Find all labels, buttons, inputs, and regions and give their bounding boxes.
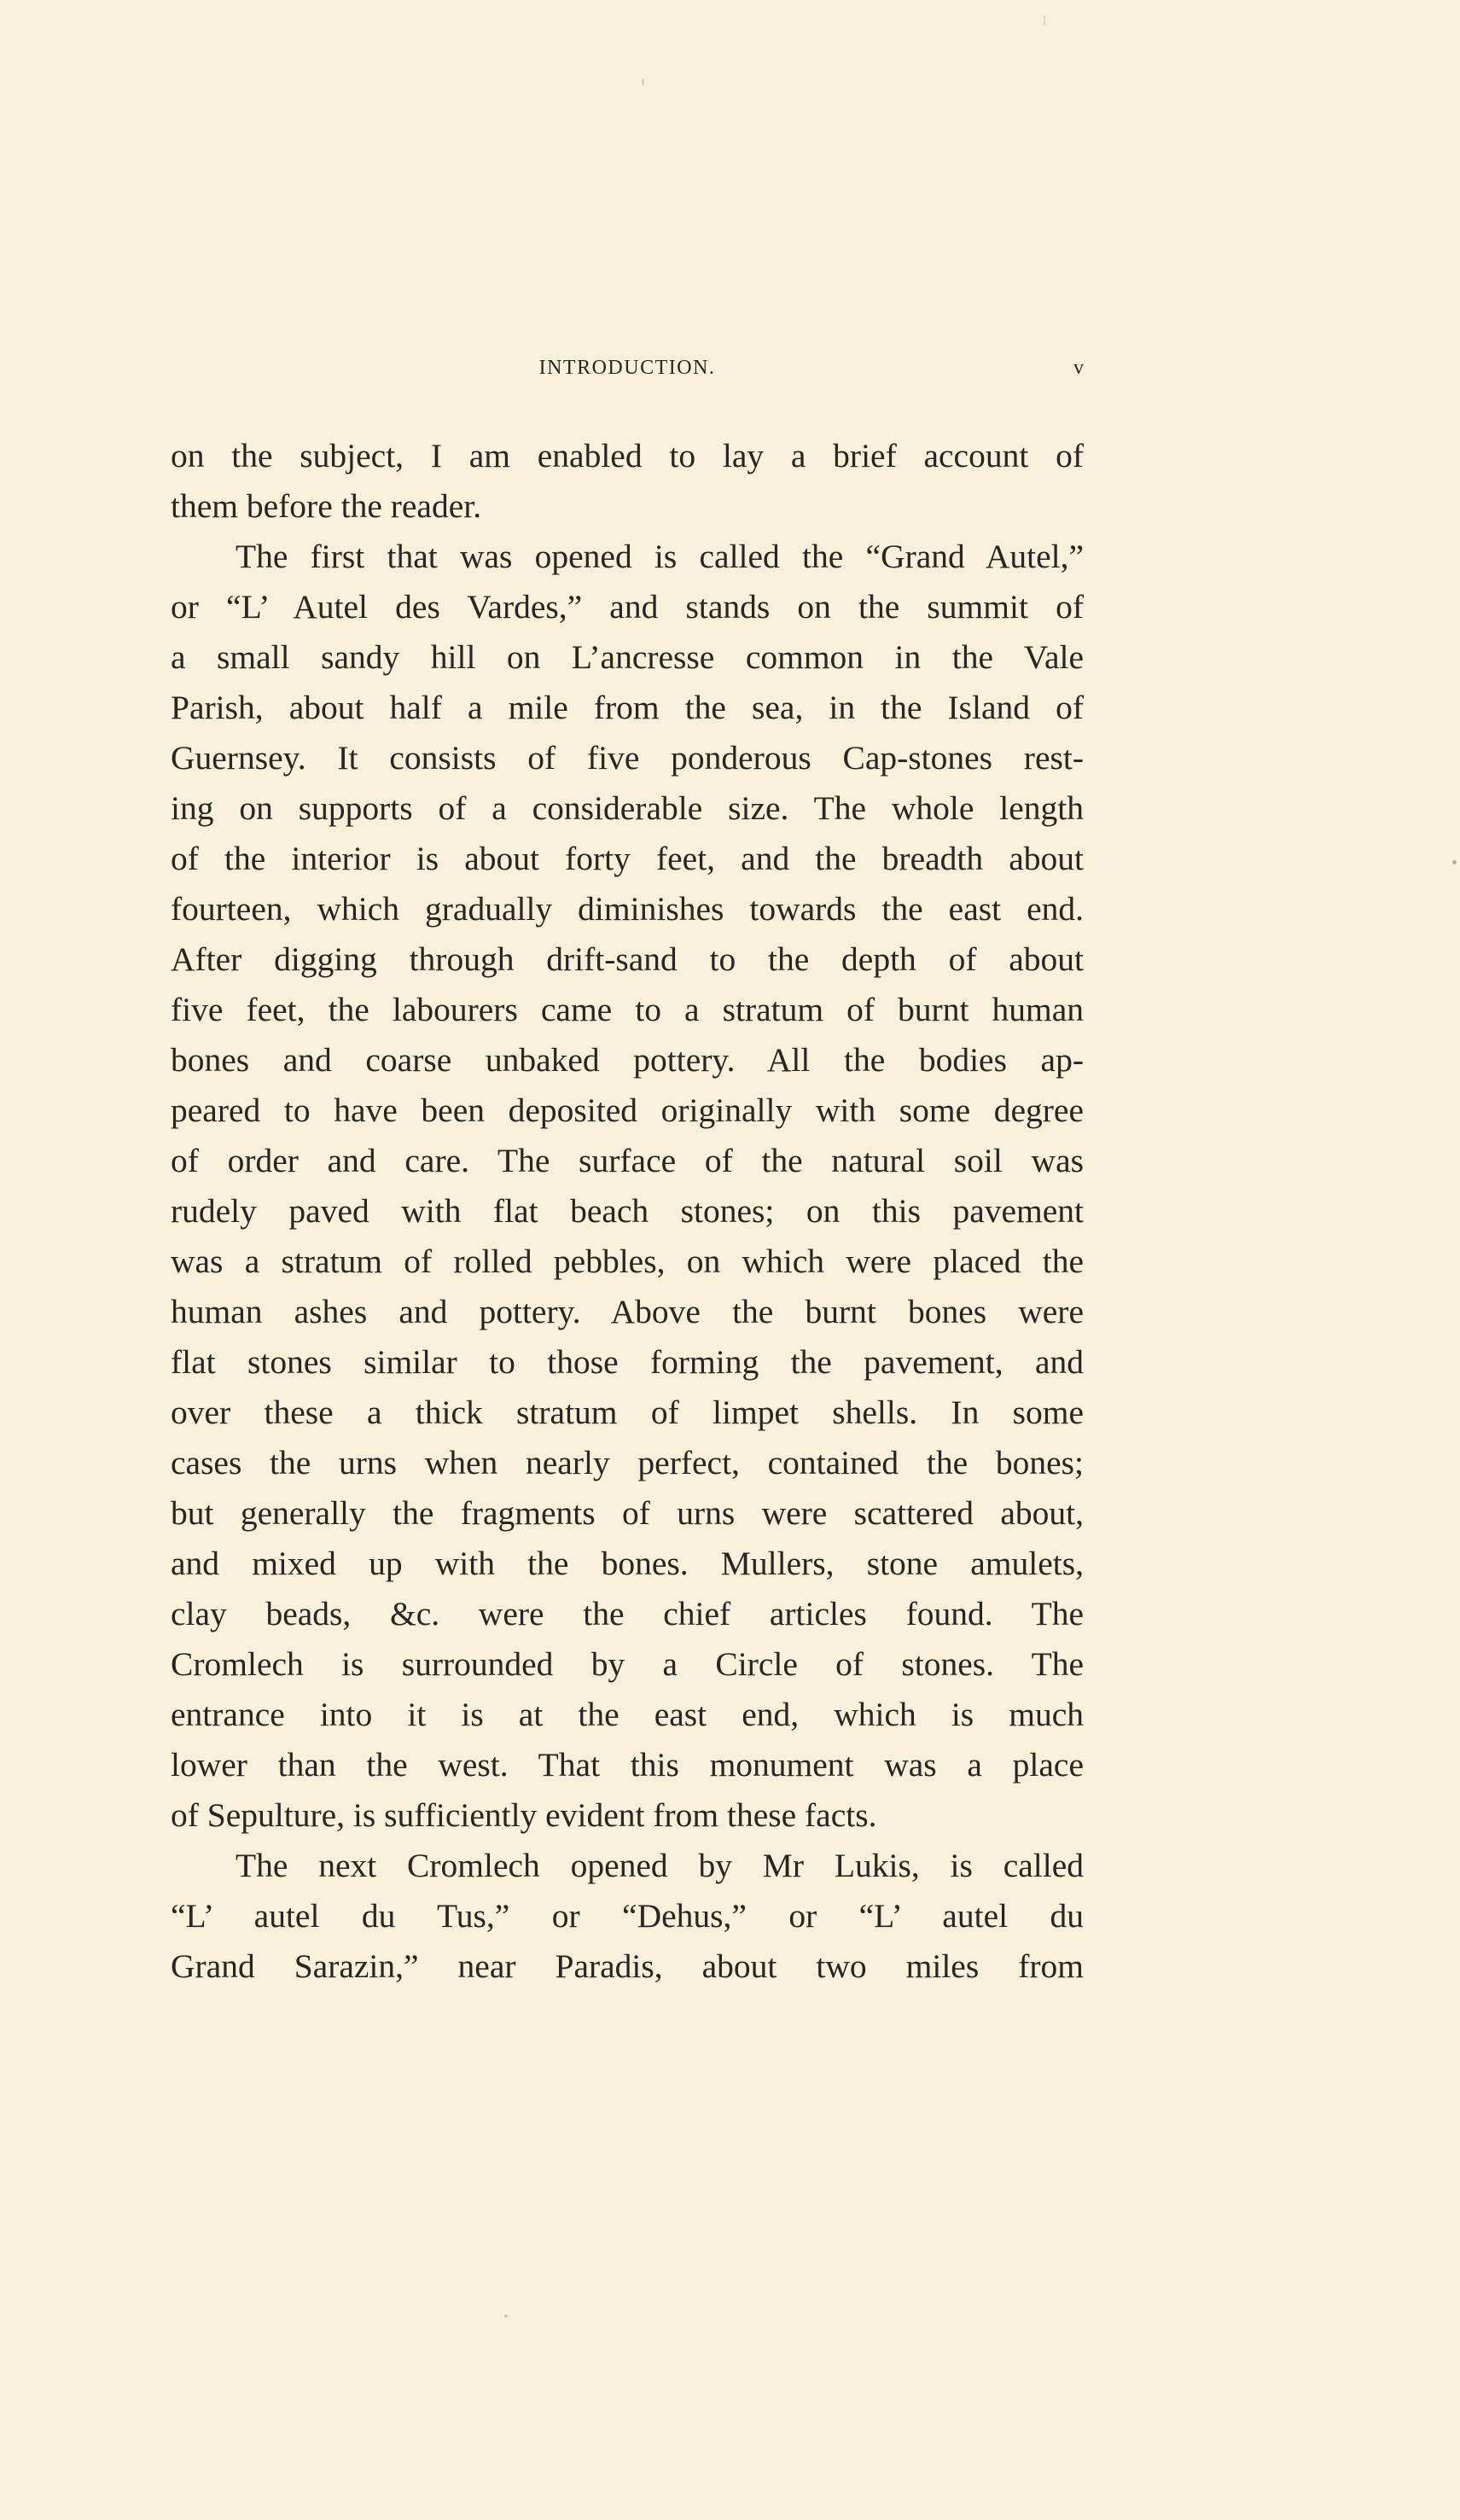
- text-line: on the subject, I am enabled to lay a brief account of: [171, 437, 1084, 474]
- page-number: v: [1073, 357, 1084, 379]
- paper-speck: [504, 2314, 508, 2318]
- text-line: ing on supports of a considerable size. The whole length: [171, 789, 1084, 827]
- text-line: The first that was opened is called the “Grand Autel,”: [236, 538, 1084, 575]
- text-line: After digging through drift-sand to the depth of about: [171, 940, 1084, 978]
- text-line: clay beads, &c. were the chief articles found. The: [171, 1595, 1084, 1632]
- paper-speck: [1044, 15, 1045, 26]
- text-line: cases the urns when nearly perfect, contained the bones;: [171, 1444, 1084, 1481]
- text-line: or “L’ Autel des Vardes,” and stands on the summit of: [171, 588, 1084, 626]
- text-line: and mixed up with the bones. Mullers, stone amulets,: [171, 1545, 1084, 1582]
- running-head: [171, 357, 1084, 391]
- text-line: Cromlech is surrounded by a Circle of stones. The: [171, 1645, 1084, 1683]
- text-line: Parish, about half a mile from the sea, in the Island of: [171, 689, 1084, 726]
- text-line: lower than the west. That this monument was a place: [171, 1746, 1084, 1784]
- text-line: Guernsey. It consists of five ponderous Cap-stones rest-: [171, 739, 1084, 777]
- text-line: of order and care. The surface of the natural soil was: [171, 1142, 1084, 1179]
- text-line: of the interior is about forty feet, and the breadth about: [171, 840, 1084, 877]
- text-line: peared to have been deposited originally with some degree: [171, 1091, 1084, 1129]
- paper-speck: [642, 79, 644, 85]
- text-line: Grand Sarazin,” near Paradis, about two miles from: [171, 1947, 1084, 1985]
- text-line: them before the reader.: [171, 487, 482, 525]
- text-line: “L’ autel du Tus,” or “Dehus,” or “L’ autel du: [171, 1897, 1084, 1935]
- text-line: The next Cromlech opened by Mr Lukis, is called: [236, 1847, 1084, 1884]
- text-line: entrance into it is at the east end, which is much: [171, 1696, 1084, 1733]
- text-line: five feet, the labourers came to a stratum of burnt human: [171, 991, 1084, 1028]
- text-line: fourteen, which gradually diminishes towards the east end.: [171, 890, 1084, 928]
- text-line: bones and coarse unbaked pottery. All the bodies ap-: [171, 1041, 1084, 1079]
- running-title: INTRODUCTION.: [538, 357, 716, 379]
- paper-speck: [1452, 860, 1457, 864]
- text-line: human ashes and pottery. Above the burnt bones were: [171, 1293, 1084, 1330]
- text-line: over these a thick stratum of limpet shells. In some: [171, 1394, 1084, 1431]
- text-line: of Sepulture, is sufficiently evident from these facts.: [171, 1796, 877, 1834]
- text-line: was a stratum of rolled pebbles, on which were placed the: [171, 1243, 1084, 1280]
- text-line: flat stones similar to those forming the pavement, and: [171, 1343, 1084, 1381]
- text-line: rudely paved with flat beach stones; on this pavement: [171, 1192, 1084, 1230]
- text-line: a small sandy hill on L’ancresse common in the Vale: [171, 638, 1084, 676]
- body-text: [171, 431, 1084, 1992]
- text-line: but generally the fragments of urns were scattered about,: [171, 1494, 1084, 1532]
